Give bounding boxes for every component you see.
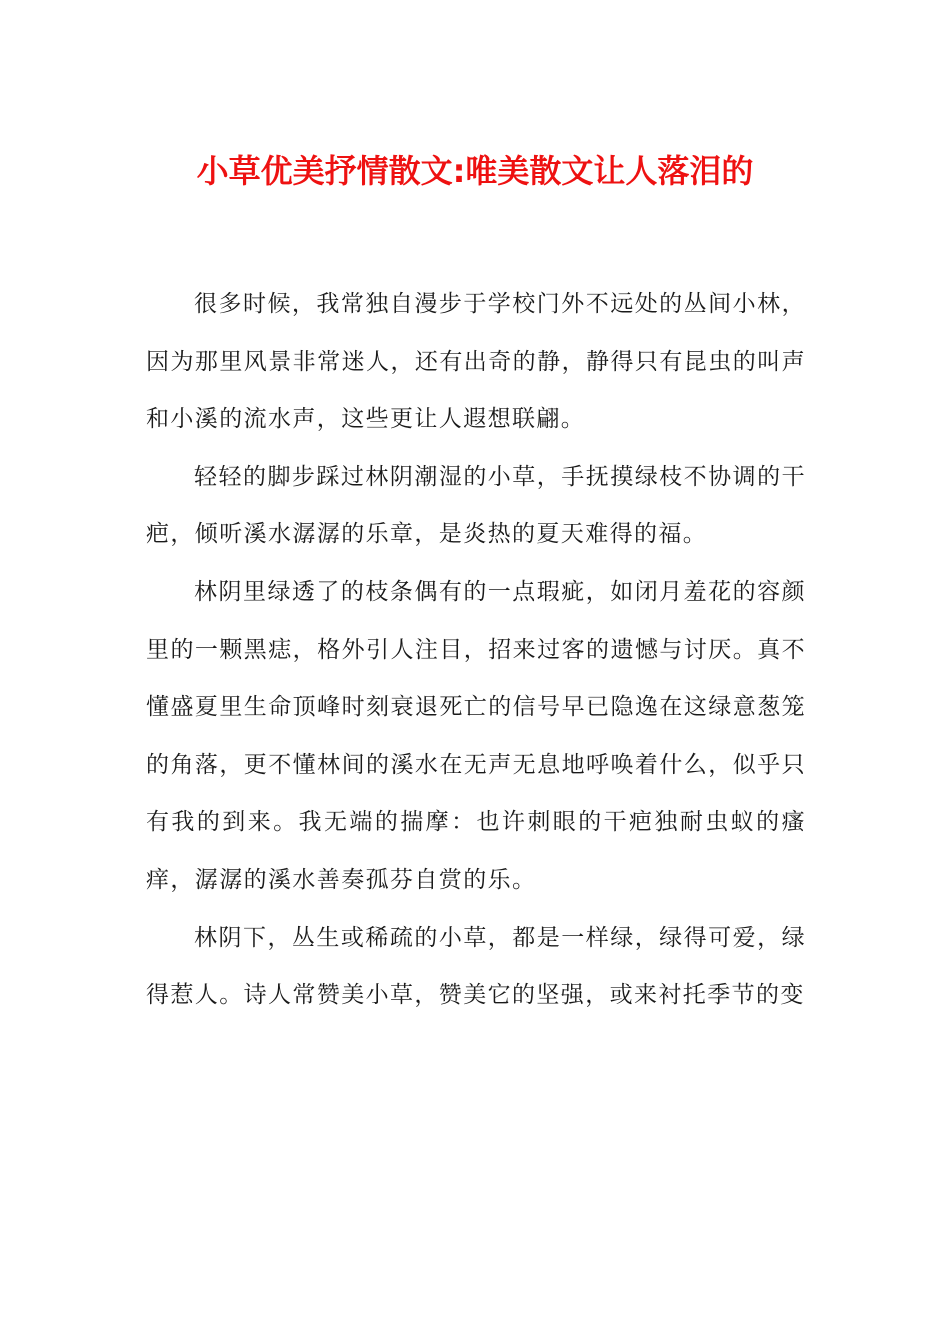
paragraph-3: 林阴里绿透了的枝条偶有的一点瑕疵，如闭月羞花的容颜里的一颗黑痣，格外引人注目，招来过客的遗憾与讨厌。真不懂盛夏里生命顶峰时刻衰退死亡的信号早已隐逸在这绿意葱笼的角落，更不懂林间的溪水在无声无息地呼唤着什么，似乎只有我的到来。我无端的揣摩：也许刺眼的干疤独耐虫蚁的瘙痒，潺潺的溪水善奏孤芬自赏的乐。 bbox=[146, 578, 806, 893]
paragraph-1: 很多时候，我常独自漫步于学校门外不远处的丛间小林，因为那里风景非常迷人，还有出奇的静，静得只有昆虫的叫声和小溪的流水声，这些更让人遐想联翩。 bbox=[146, 291, 806, 433]
paragraph-2: 轻轻的脚步踩过林阴潮湿的小草，手抚摸绿枝不协调的干疤，倾听溪水潺潺的乐章，是炎热的夏天难得的福。 bbox=[146, 463, 806, 548]
paragraph-4: 林阴下，丛生或稀疏的小草，都是一样绿，绿得可爱，绿得惹人。诗人常赞美小草，赞美它的坚强，或来衬托季节的变 bbox=[146, 924, 806, 1009]
document-body bbox=[146, 276, 806, 1025]
document-title: 小草优美抒情散文:唯美散文让人落泪的 bbox=[196, 152, 754, 190]
